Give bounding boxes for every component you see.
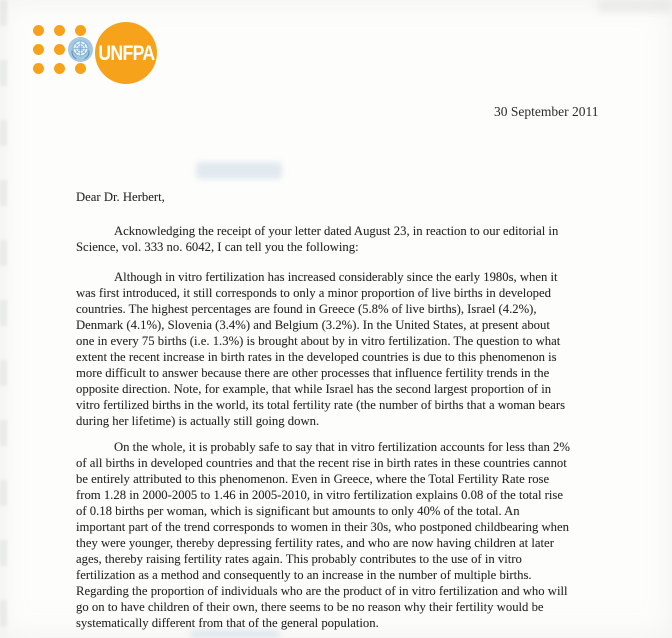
letter-line: ages, thereby raising fertility rates again. This probably contributes to the use of in vitro: [76, 552, 522, 566]
letter-line: during her lifetime) is actually still going down.: [76, 414, 320, 428]
paragraph-3: [76, 439, 570, 631]
letter-line: important part of the trend corresponds to women in their 30s, who postponed childbearing when: [76, 520, 569, 534]
logo-dot: [33, 63, 44, 74]
letter-line: Acknowledging the receipt of your letter dated August 23, in reaction to our editorial in: [114, 224, 559, 238]
logo-circle: [95, 22, 157, 84]
paragraph-2: [76, 269, 565, 429]
letter-line: countries. The highest percentages are found in Greece (5.8% of live births), Israel (4.2%),: [76, 302, 537, 316]
letter-line: one in every 75 births (i.e. 1.3%) is brought about by in vitro fertilization. The question to what: [76, 334, 561, 348]
letter-line: Denmark (4.1%), Slovenia (3.4%) and Belgium (3.2%). In the United States, at present about: [76, 318, 550, 332]
letter-line: more difficult to answer because there are other processes that influence fertility trends in the: [76, 366, 550, 380]
scan-artifact: [196, 162, 282, 179]
salutation: Dear Dr. Herbert,: [76, 190, 165, 204]
letter-line: opposite direction. Note, for example, that while Israel has the second largest proportion of in: [76, 382, 552, 396]
letter-line: go on to have children of their own, there seems to be no reason why their fertility would be: [76, 600, 544, 614]
letter-line: they were younger, thereby depressing fertility rates, and who are now having children at later: [76, 536, 554, 550]
logo-dot: [33, 44, 44, 55]
letter-line: Science, vol. 333 no. 6042, I can tell you the following:: [76, 240, 359, 254]
scan-artifact: [0, 0, 7, 638]
logo-wordmark: UNFPA: [97, 41, 155, 65]
letter-line: of 0.18 births per woman, which is significant but amounts to only 40% of the total. An: [76, 504, 520, 518]
scan-artifact: [598, 0, 672, 12]
unfpa-logo: [33, 22, 163, 84]
logo-dot: [75, 63, 86, 74]
letter-line: from 1.28 in 2000-2005 to 1.46 in 2005-2010, in vitro fertilization explains 0.08 of the total rise: [76, 488, 563, 502]
paragraph-1: [76, 223, 558, 255]
letter-line: systematically different from that of the general population.: [76, 616, 379, 630]
logo-dot: [75, 25, 86, 36]
letter-line: extent the recent increase in birth rates in the developed countries is due to this phenomenon is: [76, 350, 557, 364]
logo-dot: [54, 44, 65, 55]
logo-dot: [54, 25, 65, 36]
letter-line: fertilization as a method and consequently to an increase in the number of multiple births.: [76, 568, 532, 582]
logo-dot: [54, 63, 65, 74]
letter-line: Regarding the proportion of individuals who are the product of in vitro fertilization and who will: [76, 584, 568, 598]
letter-line: was first introduced, it still corresponds to only a minor proportion of live births in developed: [76, 286, 551, 300]
letter-line: of all births in developed countries and that the recent rise in birth rates in these countries cannot: [76, 456, 567, 470]
letter-line: be entirely attributed to this phenomenon. Even in Greece, where the Total Fertility Rate rose: [76, 472, 550, 486]
scan-artifact: [190, 630, 280, 638]
letter-line: On the whole, it is probably safe to say that in vitro fertilization accounts for less than 2%: [114, 440, 570, 454]
letter-line: vitro fertilized births in the world, its total fertility rate (the number of births that a woman bears: [76, 398, 566, 412]
logo-dot: [33, 25, 44, 36]
un-emblem-icon: [68, 37, 93, 62]
letter-date: 30 September 2011: [494, 104, 599, 119]
letter-line: Although in vitro fertilization has increased considerably since the early 1980s, when it: [114, 270, 558, 284]
